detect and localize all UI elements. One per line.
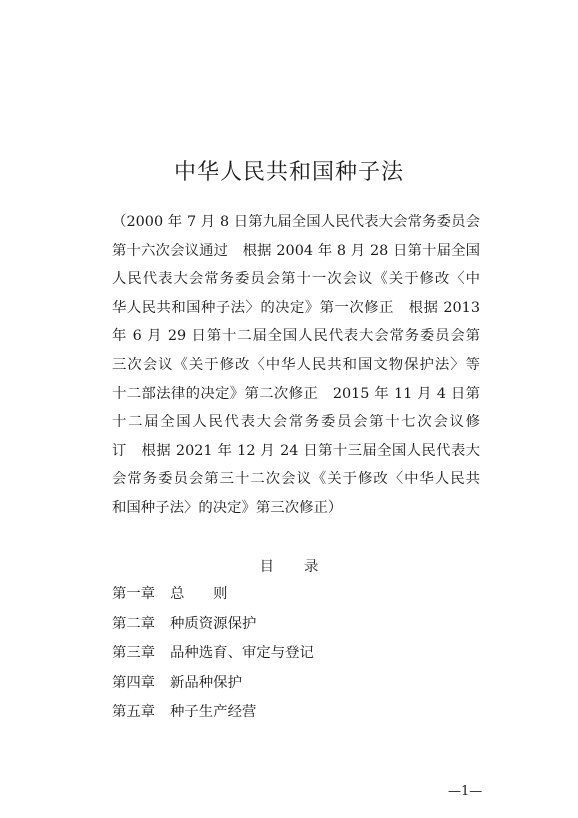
table-of-contents — [112, 586, 480, 734]
toc-heading-char: 目 — [259, 559, 274, 575]
toc-chapter-name: 总 则 — [170, 586, 228, 602]
toc-heading — [0, 559, 578, 576]
preamble-line: 订 根据 2021 年 12 月 24 日第十三届全国人民代表大 — [112, 442, 480, 459]
preamble-line: （2000 年 7 月 8 日第九届全国人民代表大会常务委员会 — [112, 214, 480, 230]
toc-item-chapter-4[interactable] — [112, 675, 480, 705]
preamble-line: 和国种子法〉的决定》第三次修正） — [112, 499, 343, 516]
toc-chapter-name: 品种选育、审定与登记 — [170, 645, 314, 661]
preamble-line: 华人民共和国种子法〉的决定》第一次修正 根据 2013 — [112, 299, 480, 316]
toc-heading-char: 录 — [304, 559, 319, 575]
legislative-history-preamble — [112, 214, 480, 529]
toc-item-chapter-1[interactable] — [112, 586, 480, 616]
document-title: 中华人民共和国种子法 — [173, 160, 404, 185]
toc-item-chapter-2[interactable] — [112, 616, 480, 646]
preamble-line: 人民代表大会常务委员会第十一次会议《关于修改〈中 — [112, 271, 480, 288]
toc-chapter-number: 第三章 — [112, 645, 156, 661]
preamble-line: 十二届全国人民代表大会常务委员会第十七次会议修 — [112, 414, 480, 431]
preamble-line: 三次会议《关于修改〈中华人民共和国文物保护法〉等 — [112, 356, 480, 373]
toc-chapter-number: 第四章 — [112, 674, 156, 691]
toc-chapter-name: 种子生产经营 — [170, 704, 257, 720]
toc-item-chapter-5[interactable] — [112, 704, 480, 734]
preamble-line: 十二部法律的决定》第二次修正 2015 年 11 月 4 日第 — [112, 385, 480, 402]
toc-chapter-number: 第一章 — [112, 586, 156, 602]
toc-chapter-name: 种质资源保护 — [170, 615, 257, 632]
preamble-line: 会常务委员会第三十二次会议《关于修改〈中华人民共 — [112, 471, 480, 488]
toc-chapter-number: 第五章 — [112, 704, 156, 720]
preamble-line: 年 6 月 29 日第十二届全国人民代表大会常务委员会第 — [112, 328, 480, 345]
page-number: —1— — [448, 784, 483, 799]
toc-chapter-number: 第二章 — [112, 615, 156, 632]
toc-item-chapter-3[interactable] — [112, 645, 480, 675]
preamble-line: 第十六次会议通过 根据 2004 年 8 月 28 日第十届全国 — [112, 242, 480, 259]
toc-chapter-name: 新品种保护 — [170, 674, 242, 691]
